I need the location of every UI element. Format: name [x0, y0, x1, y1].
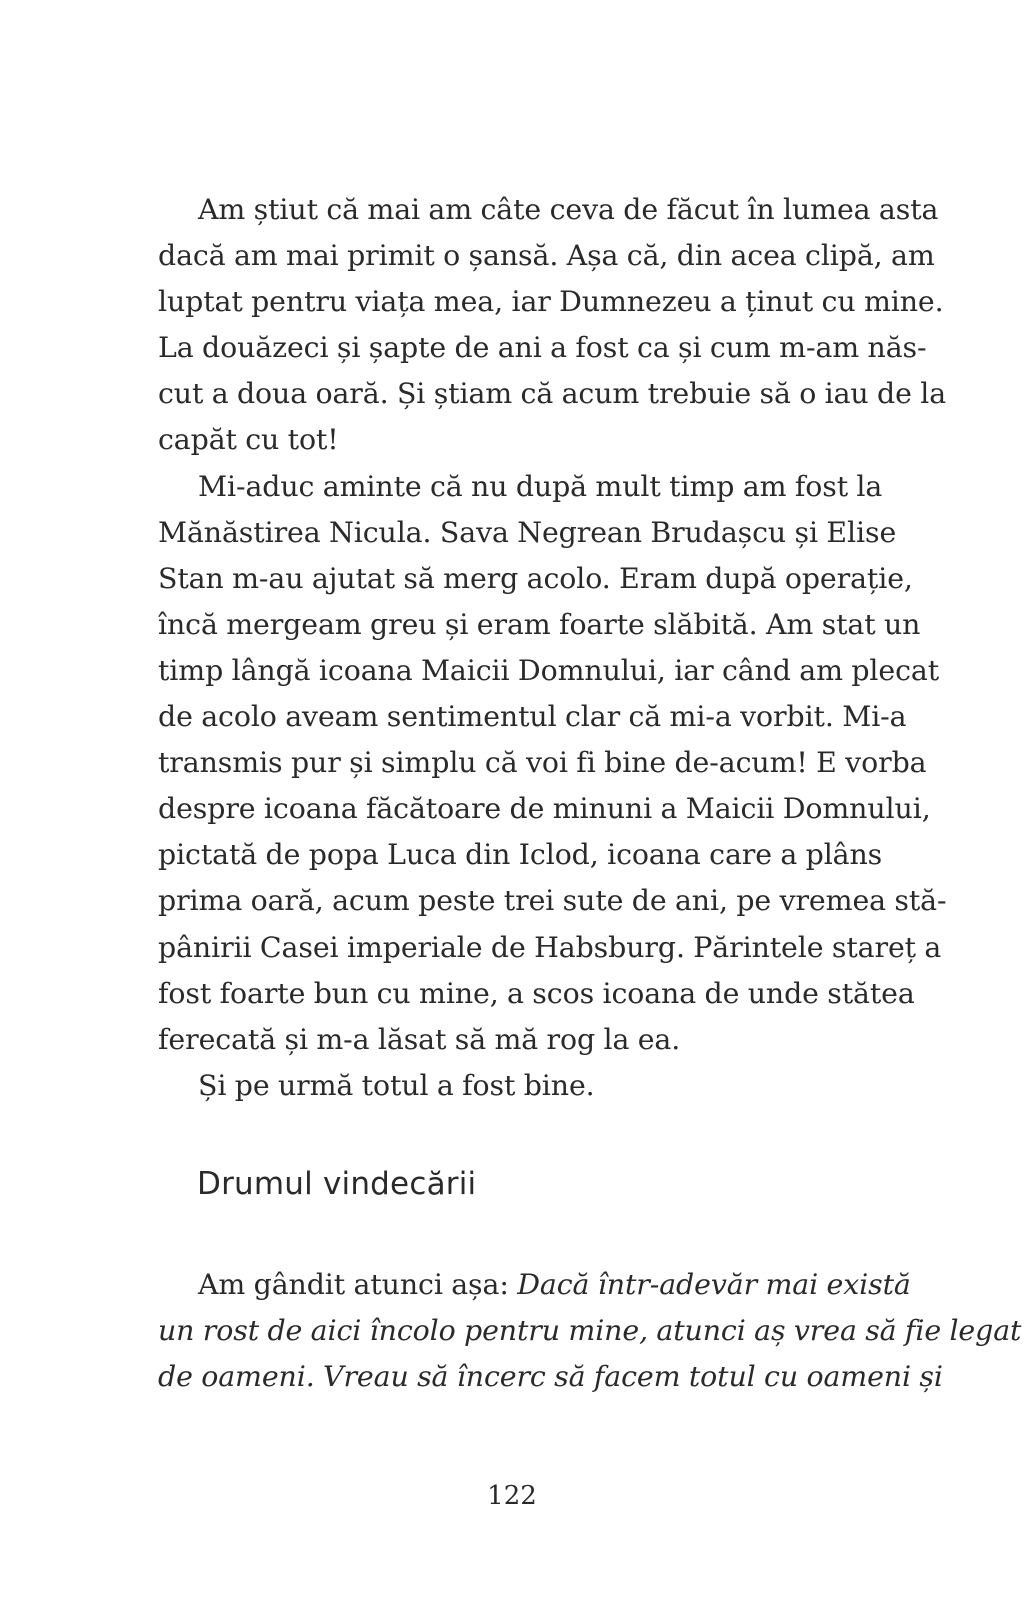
page-number: 122	[487, 1481, 537, 1511]
text-line: cut a doua oară. Și știam că acum trebuie să o iau de la	[158, 377, 947, 411]
section-heading: Drumul vindecării	[197, 1166, 477, 1202]
text-line: luptat pentru viața mea, iar Dumnezeu a ținut cu mine.	[158, 285, 944, 319]
body-text-bottom	[158, 1262, 1022, 1400]
text-line: încă mergeam greu și eram foarte slăbită. Am stat un	[158, 607, 921, 641]
text-line	[158, 1354, 943, 1400]
text-line: transmis pur și simplu că voi fi bine de-acum! E vorba	[158, 746, 927, 780]
text-line: timp lângă icoana Maicii Domnului, iar când am plecat	[158, 653, 940, 687]
italic-text: de oameni. Vreau să încerc să facem totul cu oameni și	[158, 1360, 943, 1394]
paragraph	[158, 187, 947, 464]
text-line: fost foarte bun cu mine, a scos icoana de unde stătea	[158, 976, 915, 1010]
paragraph	[158, 1262, 1022, 1400]
italic-text: un rost de aici încolo pentru mine, atunci aș vrea să fie legat	[158, 1314, 1022, 1348]
text-line: Și pe urmă totul a fost bine.	[198, 1068, 595, 1102]
text-line: pânirii Casei imperiale de Habsburg. Părintele stareț a	[158, 930, 942, 964]
text-line: ferecată și m-a lăsat să mă rog la ea.	[158, 1022, 681, 1056]
text-line: La douăzeci și șapte de ani a fost ca și cum m-am năs-	[158, 331, 927, 365]
text-line: prima oară, acum peste trei sute de ani, pe vremea stă-	[158, 884, 947, 918]
text-line: Stan m-au ajutat să merg acolo. Eram după operație,	[158, 561, 913, 595]
text-line: despre icoana făcătoare de minuni a Maicii Domnului,	[158, 792, 931, 826]
text-line: dacă am mai primit o șansă. Așa că, din acea clipă, am	[158, 239, 935, 273]
text-line: capăt cu tot!	[158, 423, 339, 457]
text-line	[158, 1308, 1022, 1354]
text-line: Am știut că mai am câte ceva de făcut în lumea asta	[198, 193, 939, 226]
paragraph	[158, 464, 947, 1063]
text-line: de acolo aveam sentimentul clar că mi-a vorbit. Mi-a	[158, 700, 907, 734]
body-text-top	[158, 187, 947, 1109]
italic-text: Dacă într-adevăr mai există	[517, 1268, 911, 1301]
text-line: Mi-aduc aminte că nu după mult timp am fost la	[198, 469, 883, 503]
paragraph	[158, 1063, 866, 1109]
text-line	[158, 1262, 911, 1308]
text-line: pictată de popa Luca din Iclod, icoana care a plâns	[158, 838, 883, 872]
plain-text: Am gândit atunci așa:	[198, 1268, 518, 1301]
text-line: Mănăstirea Nicula. Sava Negrean Brudașcu și Elise	[158, 515, 897, 549]
